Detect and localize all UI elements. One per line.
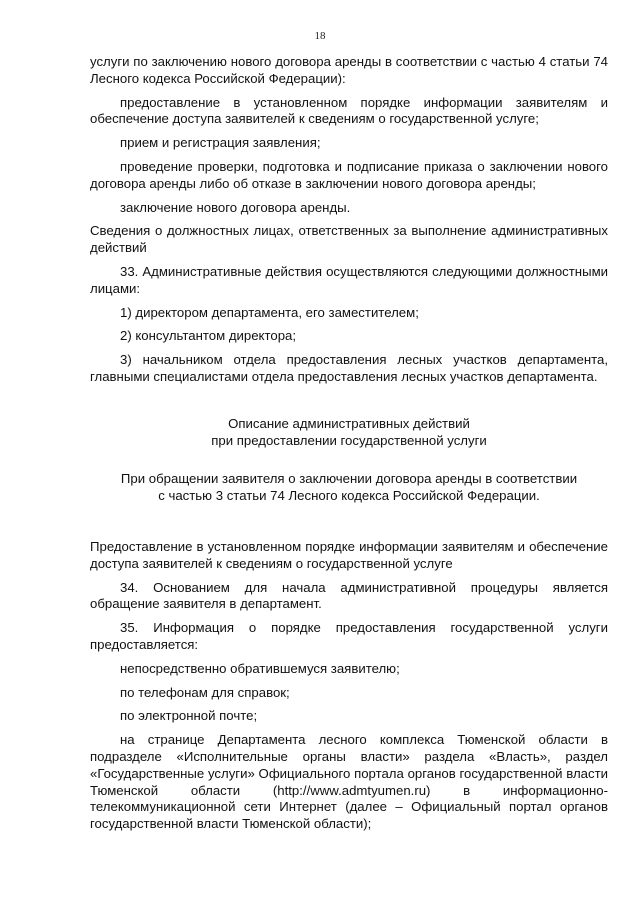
paragraph-application-intake: прием и регистрация заявления; — [120, 135, 321, 151]
paragraph-item-35: 35. Информация о порядке предоставления государственной услуги предоставляется: — [90, 620, 608, 652]
paragraph-website: на странице Департамента лесного комплекса Тюменской области в подразделе «Исполнительные органы власти» раздела «Власть», раздел «Государственные услуги» Официального портала органов государственной власти Тюменской области (http://www.admtyumen.ru) в информационно-телекоммуникационной сети Интернет (далее – Официальный портал органов государственной власти Тюменской области); — [90, 732, 608, 832]
paragraph-officials-info: Сведения о должностных лицах, ответственных за выполнение административных действий — [90, 223, 608, 256]
subsection-heading — [90, 471, 608, 505]
section-heading-line-1: Описание административных действий — [228, 415, 470, 431]
paragraph-info-provision-title: Предоставление в установленном порядке информации заявителям и обеспечение доступа заявителей к сведениям о государственной услуге — [90, 538, 608, 571]
paragraph-service-scope: услуги по заключению нового договора аренды в соответствии с частью 4 статьи 74 Лесного кодекса Российской Федерации): — [90, 54, 608, 86]
paragraph-order-preparation: проведение проверки, подготовка и подписание приказа о заключении нового договора аренды либо об отказе в заключении нового договора аренды; — [90, 158, 608, 191]
section-heading — [90, 416, 608, 450]
paragraph-director: 1) директором департамента, его заместителем; — [120, 304, 419, 320]
paragraph-info-provision: предоставление в установленном порядке информации заявителям и обеспечение доступа заявителей к сведениям о государственной услуге; — [90, 94, 608, 127]
paragraph-direct-applicant: непосредственно обратившемуся заявителю; — [120, 660, 400, 676]
paragraph-item-34: 34. Основанием для начала административной процедуры является обращение заявителя в департамент. — [90, 579, 608, 612]
subsection-heading-line-2: с частью 3 статьи 74 Лесного кодекса Российской Федерации. — [158, 488, 540, 504]
section-heading-line-2: при предоставлении государственной услуги — [211, 432, 487, 448]
paragraph-department-head: 3) начальником отдела предоставления лесных участков департамента, главными специалистами отдела предоставления лесных участков департамента. — [90, 352, 608, 384]
paragraph-contract-conclusion: заключение нового договора аренды. — [120, 199, 351, 215]
paragraph-item-33: 33. Административные действия осуществляются следующими должностными лицами: — [90, 263, 608, 296]
paragraph-consultant: 2) консультантом директора; — [120, 328, 297, 344]
document-body — [90, 54, 608, 840]
paragraph-phone: по телефонам для справок; — [120, 684, 290, 700]
page-number: 18 — [314, 30, 326, 42]
subsection-heading-line-1: При обращении заявителя о заключении договора аренды в соответствии — [120, 471, 578, 487]
paragraph-email: по электронной почте; — [120, 708, 258, 724]
